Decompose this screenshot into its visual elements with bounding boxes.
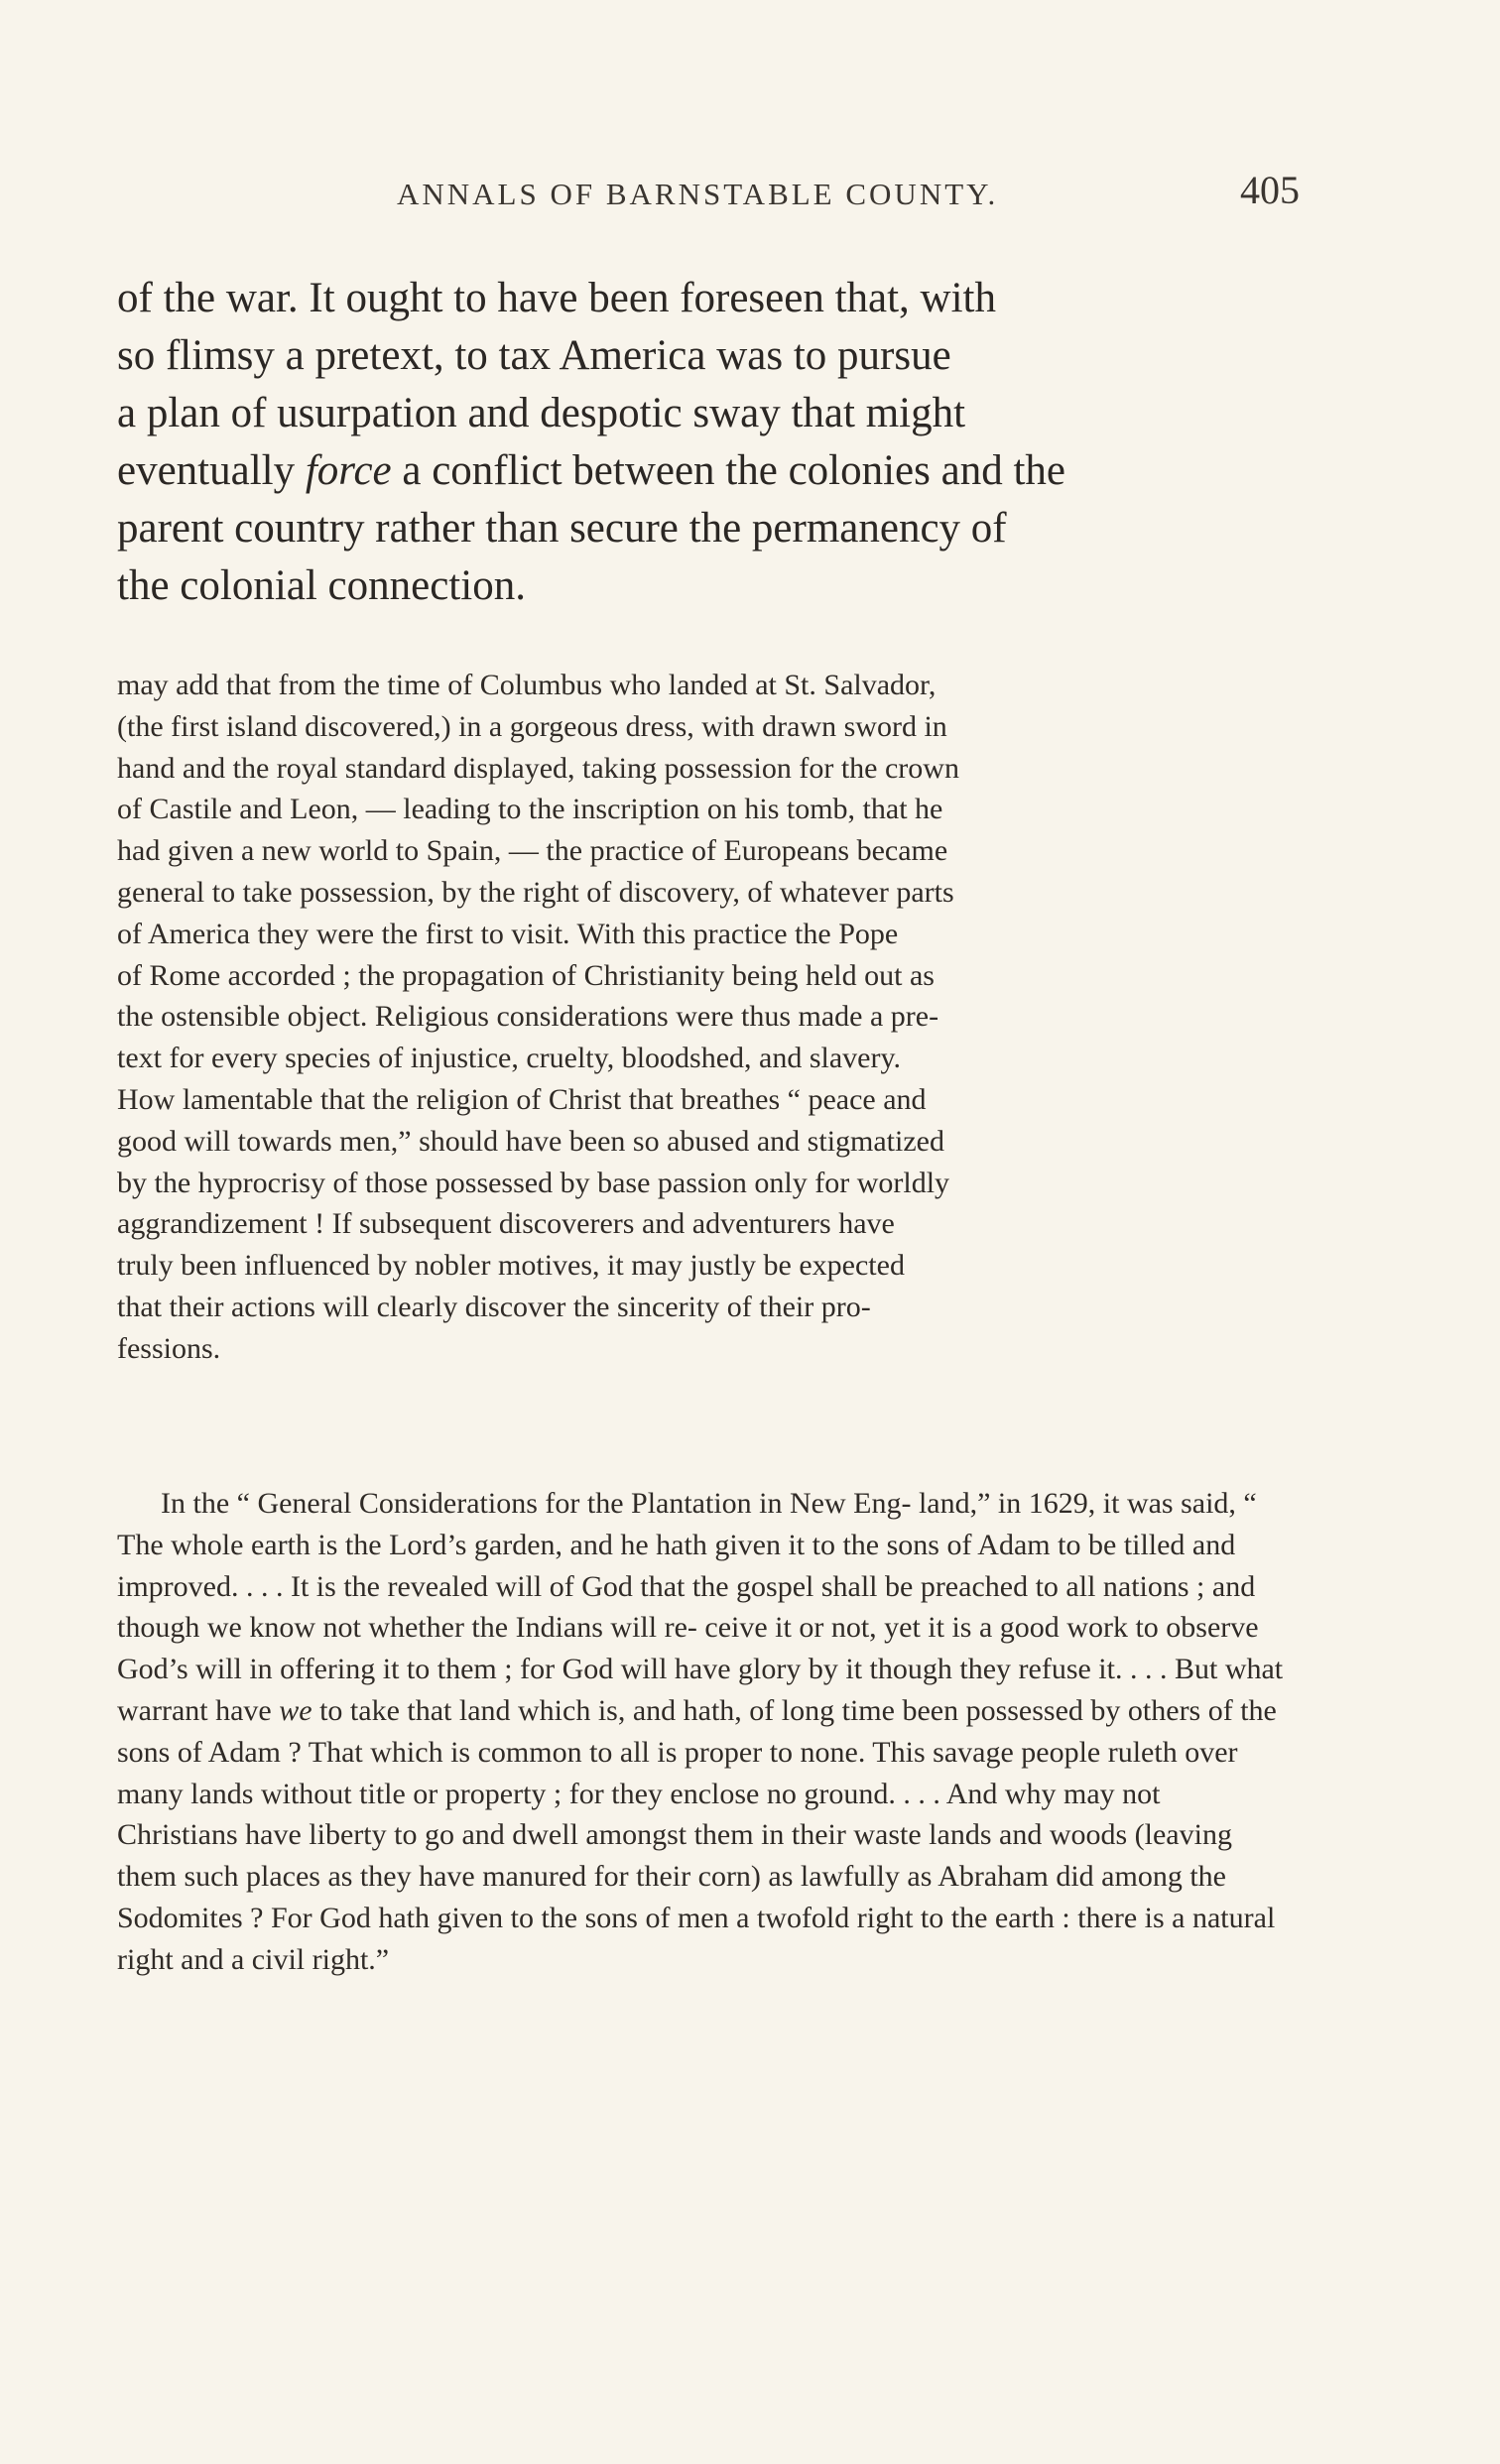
note-line: . . . And why may not Christians have liberty to go and dwell <box>117 1777 1161 1852</box>
running-title: ANNALS OF BARNSTABLE COUNTY. <box>397 177 999 211</box>
note-line: In the “ General Considerations for the Plantation in New Eng- <box>161 1487 912 1520</box>
note-line: hand and the royal standard displayed, taking possession for the crown <box>117 751 959 785</box>
note-line: . . . It is the revealed will of God that the gospel shall be preached <box>245 1569 1029 1603</box>
italic-word: we <box>279 1693 312 1727</box>
main-paragraph <box>117 270 1288 615</box>
text-fragment: eventually <box>117 447 306 494</box>
note-line: did among the Sodomites ? For God hath given to the sons of men <box>117 1860 1226 1934</box>
note-line: to all nations ; and though we know not whether the Indians will re- <box>117 1569 1256 1645</box>
note-line: How lamentable that the religion of Christ that breathes “ peace and <box>117 1082 927 1116</box>
note-line: general to take possession, by the right of discovery, of whatever parts <box>117 875 954 909</box>
text-line: a plan of usurpation and despotic sway that might <box>117 390 966 436</box>
note-line: it to them ; for God will have glory by it though they refuse it. . . . <box>382 1653 1168 1686</box>
note-line: of Castile and Leon, — leading to the inscription on his tomb, that he <box>117 793 943 826</box>
note-line: amongst them in their waste lands and woods (leaving them such <box>117 1818 1232 1894</box>
note-line: fessions. <box>117 1331 221 1365</box>
note-line: of America they were the first to visit. With this practice the Pope <box>117 917 899 950</box>
note-line: good will towards men,” should have been so abused and stigmatized <box>117 1124 944 1158</box>
text-line <box>117 442 1288 500</box>
running-head <box>119 167 1300 216</box>
note-line: is common to all is proper to none. This savage people ruleth over <box>450 1735 1238 1769</box>
note-line: text for every species of injustice, cruelty, bloodshed, and slavery. <box>117 1042 902 1075</box>
note-line: long time been possessed by others of the sons of Adam ? That which <box>117 1693 1277 1769</box>
note-line: (the first island discovered,) in a gorgeous dress, with drawn sword in <box>117 709 947 743</box>
text-fragment: But what warrant have <box>117 1653 1284 1727</box>
text-line: parent country rather than secure the permanency of <box>117 505 1007 552</box>
note-line: aggrandizement ! If subsequent discoverers and adventurers have <box>117 1207 895 1241</box>
text-fragment: a conflict between the colonies and the <box>391 447 1065 494</box>
note-line: had given a new world to Spain, — the practice of Europeans became <box>117 834 948 868</box>
note-line: many lands without title or property ; for they enclose no ground. <box>117 1777 896 1810</box>
note-line: of Rome accorded ; the propagation of Christianity being held out as <box>117 958 935 992</box>
note-line: a twofold right to the earth : there is a natural right and a civil <box>117 1901 1276 1976</box>
italic-word: force <box>305 447 392 494</box>
note-paragraph-2 <box>117 1483 1288 1981</box>
page-number: 405 <box>1240 168 1300 212</box>
note-line: land,” in 1629, it was said, “ The whole earth is the Lord’s garden, <box>117 1487 1257 1561</box>
text-line: the colonial connection. <box>117 562 526 609</box>
text-line: so flimsy a pretext, to tax America was to pursue <box>117 332 951 379</box>
note-line: places as they have manured for their corn) as lawfully as Abraham <box>245 1860 1049 1894</box>
note-paragraph-1 <box>117 665 1288 1370</box>
text-line: of the war. It ought to have been foreseen that, with <box>117 275 996 321</box>
note-line: truly been influenced by nobler motives, it may justly be expected <box>117 1249 905 1283</box>
note-line: ceive it or not, yet it is a good work to observe God’s will in offering <box>117 1611 1259 1686</box>
note-line: by the hyprocrisy of those possessed by base passion only for worldly <box>117 1166 950 1199</box>
note-line: may add that from the time of Columbus who landed at St. Salvador, <box>117 669 937 701</box>
note-line: the ostensible object. Religious considerations were thus made a pre- <box>117 1000 939 1034</box>
text-fragment: to take that land which is, and hath, of <box>312 1693 775 1727</box>
note-line: that their actions will clearly discover the sincerity of their pro- <box>117 1290 871 1323</box>
note-line: and he hath given it to the sons of Adam to be tilled and improved. <box>117 1528 1236 1603</box>
note-line: right.” <box>312 1942 390 1976</box>
